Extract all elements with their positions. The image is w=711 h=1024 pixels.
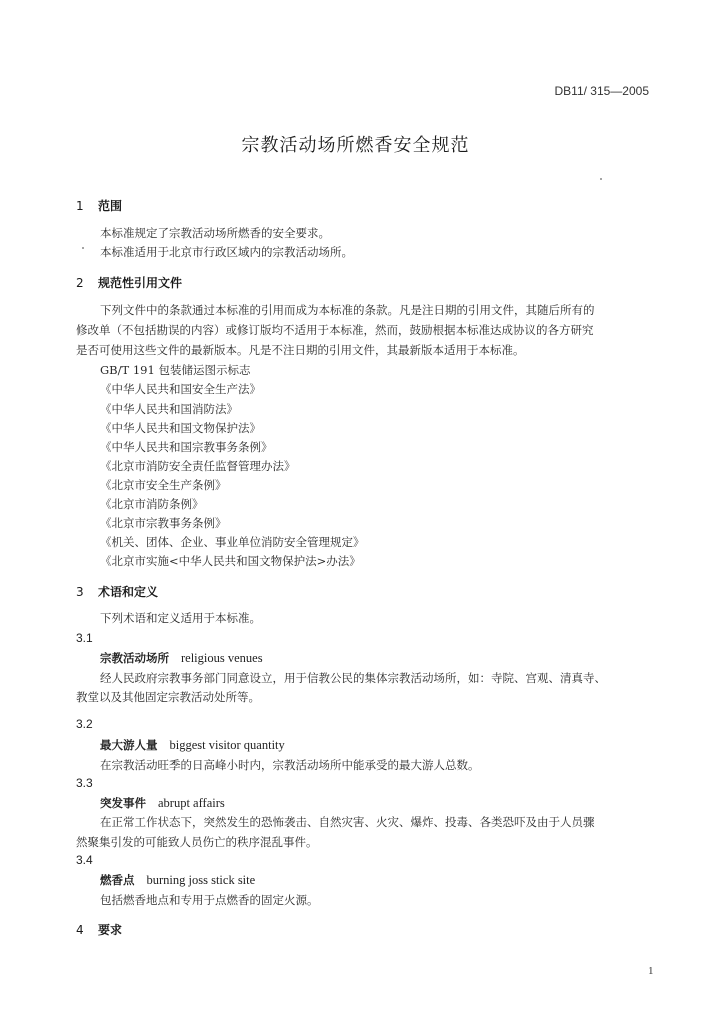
term-entry	[100, 795, 225, 811]
paragraph-line: 是否可使用这些文件的最新版本。凡是不注日期的引用文件，其最新版本适用于本标准。	[76, 343, 525, 357]
definition-line: 在正常工作状态下，突然发生的恐怖袭击、自然灾害、火灾、爆炸、投毒、各类恐吓及由于人员骤	[100, 815, 595, 829]
section-3-heading	[76, 583, 158, 600]
reference-item: 《北京市消防安全责任监督管理办法》	[100, 459, 296, 473]
paragraph: 下列术语和定义适用于本标准。	[100, 611, 261, 625]
reference-item: 《中华人民共和国安全生产法》	[100, 382, 261, 396]
scan-speck	[82, 247, 84, 249]
standard-code: DB11/ 315—2005	[554, 84, 649, 98]
definition-line: 包括燃香地点和专用于点燃香的固定火源。	[100, 893, 319, 907]
reference-item: 《中华人民共和国宗教事务条例》	[100, 440, 273, 454]
term-chinese: 最大游人量	[100, 738, 158, 752]
section-title: 范围	[98, 199, 123, 213]
term-chinese: 突发事件	[100, 796, 146, 810]
scan-speck	[600, 178, 602, 180]
section-title: 术语和定义	[98, 585, 159, 599]
reference-item: 《中华人民共和国文物保护法》	[100, 421, 261, 435]
term-number: 3.2	[76, 717, 93, 731]
reference-item: GB/T 191 包装储运图示标志	[100, 363, 251, 377]
term-chinese: 燃香点	[100, 873, 135, 887]
reference-item: 《北京市实施<中华人民共和国文物保护法>办法》	[100, 554, 361, 568]
term-entry	[100, 737, 285, 753]
paragraph: 本标准规定了宗教活动场所燃香的安全要求。	[100, 226, 330, 240]
reference-item: 《北京市消防条例》	[100, 497, 204, 511]
section-4-heading	[76, 921, 122, 938]
term-number: 3.4	[76, 853, 93, 867]
term-english: religious venues	[181, 651, 263, 665]
reference-item: 《北京市宗教事务条例》	[100, 516, 227, 530]
definition-line: 教堂以及其他固定宗教活动处所等。	[76, 690, 260, 704]
document-title: 宗教活动场所燃香安全规范	[241, 135, 470, 156]
paragraph-line: 修改单（不包括勘误的内容）或修订版均不适用于本标准，然而，鼓励根据本标准达成协议的各方研究	[76, 323, 594, 337]
term-number: 3.3	[76, 776, 93, 790]
section-number: 2	[76, 276, 84, 290]
reference-item: 《机关、团体、企业、事业单位消防安全管理规定》	[100, 535, 365, 549]
section-title: 规范性引用文件	[98, 276, 183, 290]
term-entry	[100, 872, 255, 888]
definition-line: 在宗教活动旺季的日高峰小时内，宗教活动场所中能承受的最大游人总数。	[100, 758, 480, 772]
section-2-heading	[76, 274, 182, 291]
paragraph-line: 下列文件中的条款通过本标准的引用而成为本标准的条款。凡是注日期的引用文件，其随后所有的	[100, 303, 595, 317]
term-english: burning joss stick site	[146, 873, 256, 887]
term-english: abrupt affairs	[158, 796, 225, 810]
term-number: 3.1	[76, 631, 93, 645]
page-number: 1	[648, 965, 654, 977]
definition-line: 经人民政府宗教事务部门同意设立，用于信教公民的集体宗教活动场所，如：寺院、宫观、清真寺、	[100, 671, 606, 685]
definition-line: 然聚集引发的可能致人员伤亡的秩序混乱事件。	[76, 835, 318, 849]
reference-item: 《中华人民共和国消防法》	[100, 402, 238, 416]
section-title: 要求	[98, 923, 123, 937]
section-number: 4	[76, 923, 84, 937]
term-chinese: 宗教活动场所	[100, 651, 169, 665]
section-1-heading	[76, 197, 122, 214]
term-english: biggest visitor quantity	[169, 738, 285, 752]
reference-item: 《北京市安全生产条例》	[100, 478, 227, 492]
section-number: 1	[76, 199, 84, 213]
section-number: 3	[76, 585, 84, 599]
term-entry	[100, 650, 263, 666]
paragraph: 本标准适用于北京市行政区域内的宗教活动场所。	[100, 245, 353, 259]
